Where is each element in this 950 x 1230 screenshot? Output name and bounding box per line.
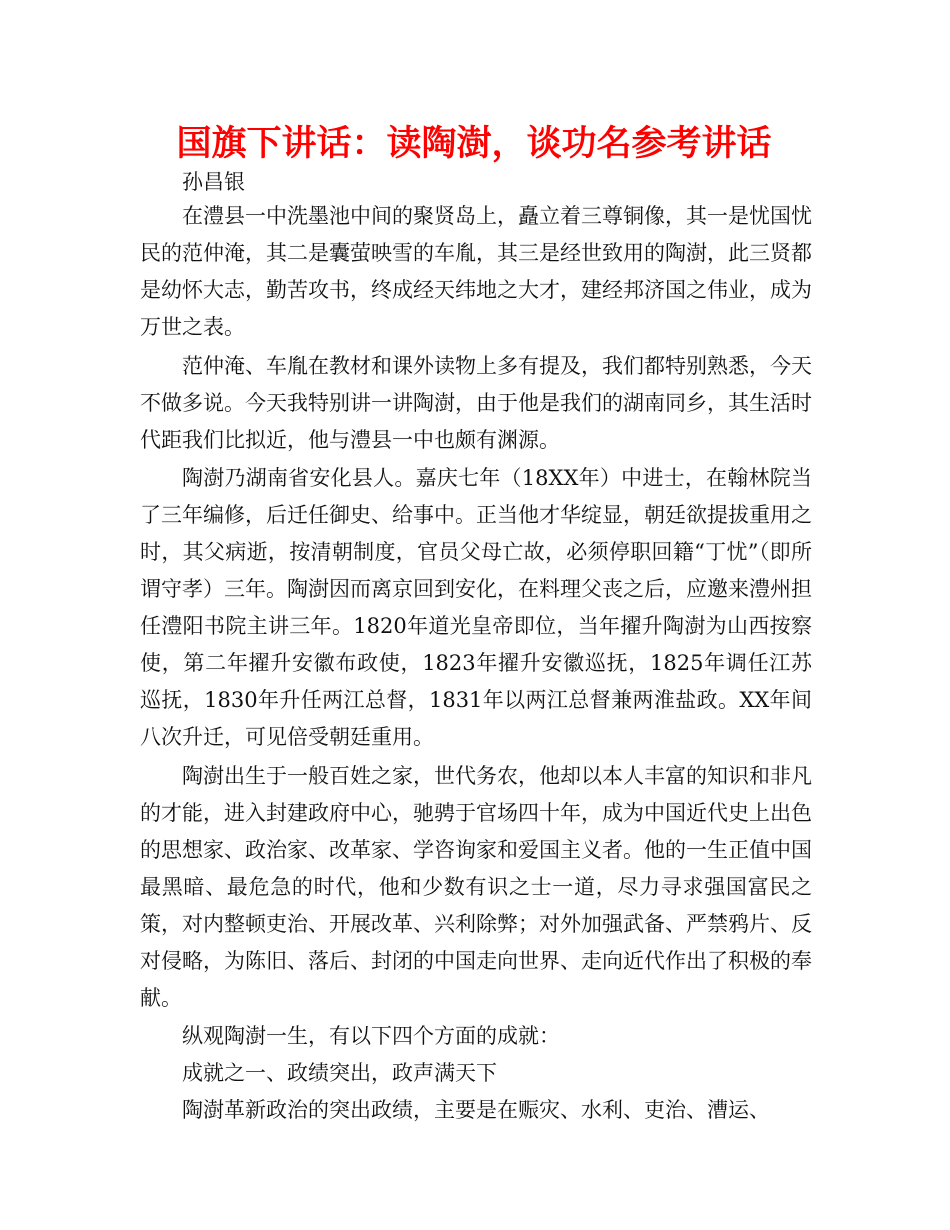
paragraph-significance: 陶澍出生于一般百姓之家，世代务农，他却以本人丰富的知识和非凡的才能，进入封建政府中心，驰骋于官场四十年，成为中国近代史上出色的思想家、政治家、改革家、学咨询家和爱国主义者。他的一生正值中国最黑暗、最危急的时代，他和少数有识之士一道，尽力寻求强国富民之策，对内整顿吏治、开展改革、兴利除弊；对外加强武备、严禁鸦片、反对侵略，为陈旧、落后、封闭的中国走向世界、走向近代作出了积极的奉献。 — [140, 763, 812, 1010]
paragraph-achievement-1-text: 陶澍革新政治的突出政绩，主要是在赈灾、水利、吏治、漕运、 — [182, 1098, 770, 1122]
document-body — [140, 122, 812, 1129]
paragraph-intro: 在澧县一中洗墨池中间的聚贤岛上，矗立着三尊铜像，其一是忧国忧民的范仲淹，其二是囊萤映雪的车胤，其三是经世致用的陶澍，此三贤都是幼怀大志，勤苦攻书，终成经天纬地之大才，建经邦济国之伟业，成为万世之表。 — [140, 204, 812, 339]
paragraph-biography: 陶澍乃湖南省安化县人。嘉庆七年（18XX年）中进士，在翰林院当了三年编修，后迁任御史、给事中。正当他才华绽显，朝廷欲提拔重用之时，其父病逝，按清朝制度，官员父母亡故，必须停职回籍“丁忧”（即所谓守孝）三年。陶澍因而离京回到安化，在料理父丧之后，应邀来澧州担任澧阳书院主讲三年。1820年道光皇帝即位，当年擢升陶澍为山西按察使，第二年擢升安徽布政使，1823年擢升安徽巡抚，1825年调任江苏巡抚，1830年升任两江总督，1831年以两江总督兼两淮盐政。XX年间八次升迁，可见倍受朝廷重用。 — [140, 466, 812, 749]
paragraph-achievement-heading-1: 成就之一、政绩突出，政声满天下 — [182, 1061, 497, 1085]
paragraph-achievements-intro: 纵观陶澍一生，有以下四个方面的成就： — [182, 1024, 560, 1048]
document-author: 孙昌银 — [182, 170, 245, 194]
document-title: 国旗下讲话：读陶澍，谈功名参考讲话 — [176, 124, 772, 164]
paragraph-fan-chegun: 范仲淹、车胤在教材和课外读物上多有提及，我们都特别熟悉，今天不做多说。今天我特别讲一讲陶澍，由于他是我们的湖南同乡，其生活时代距我们比拟近，他与澧县一中也颇有渊源。 — [140, 353, 812, 452]
